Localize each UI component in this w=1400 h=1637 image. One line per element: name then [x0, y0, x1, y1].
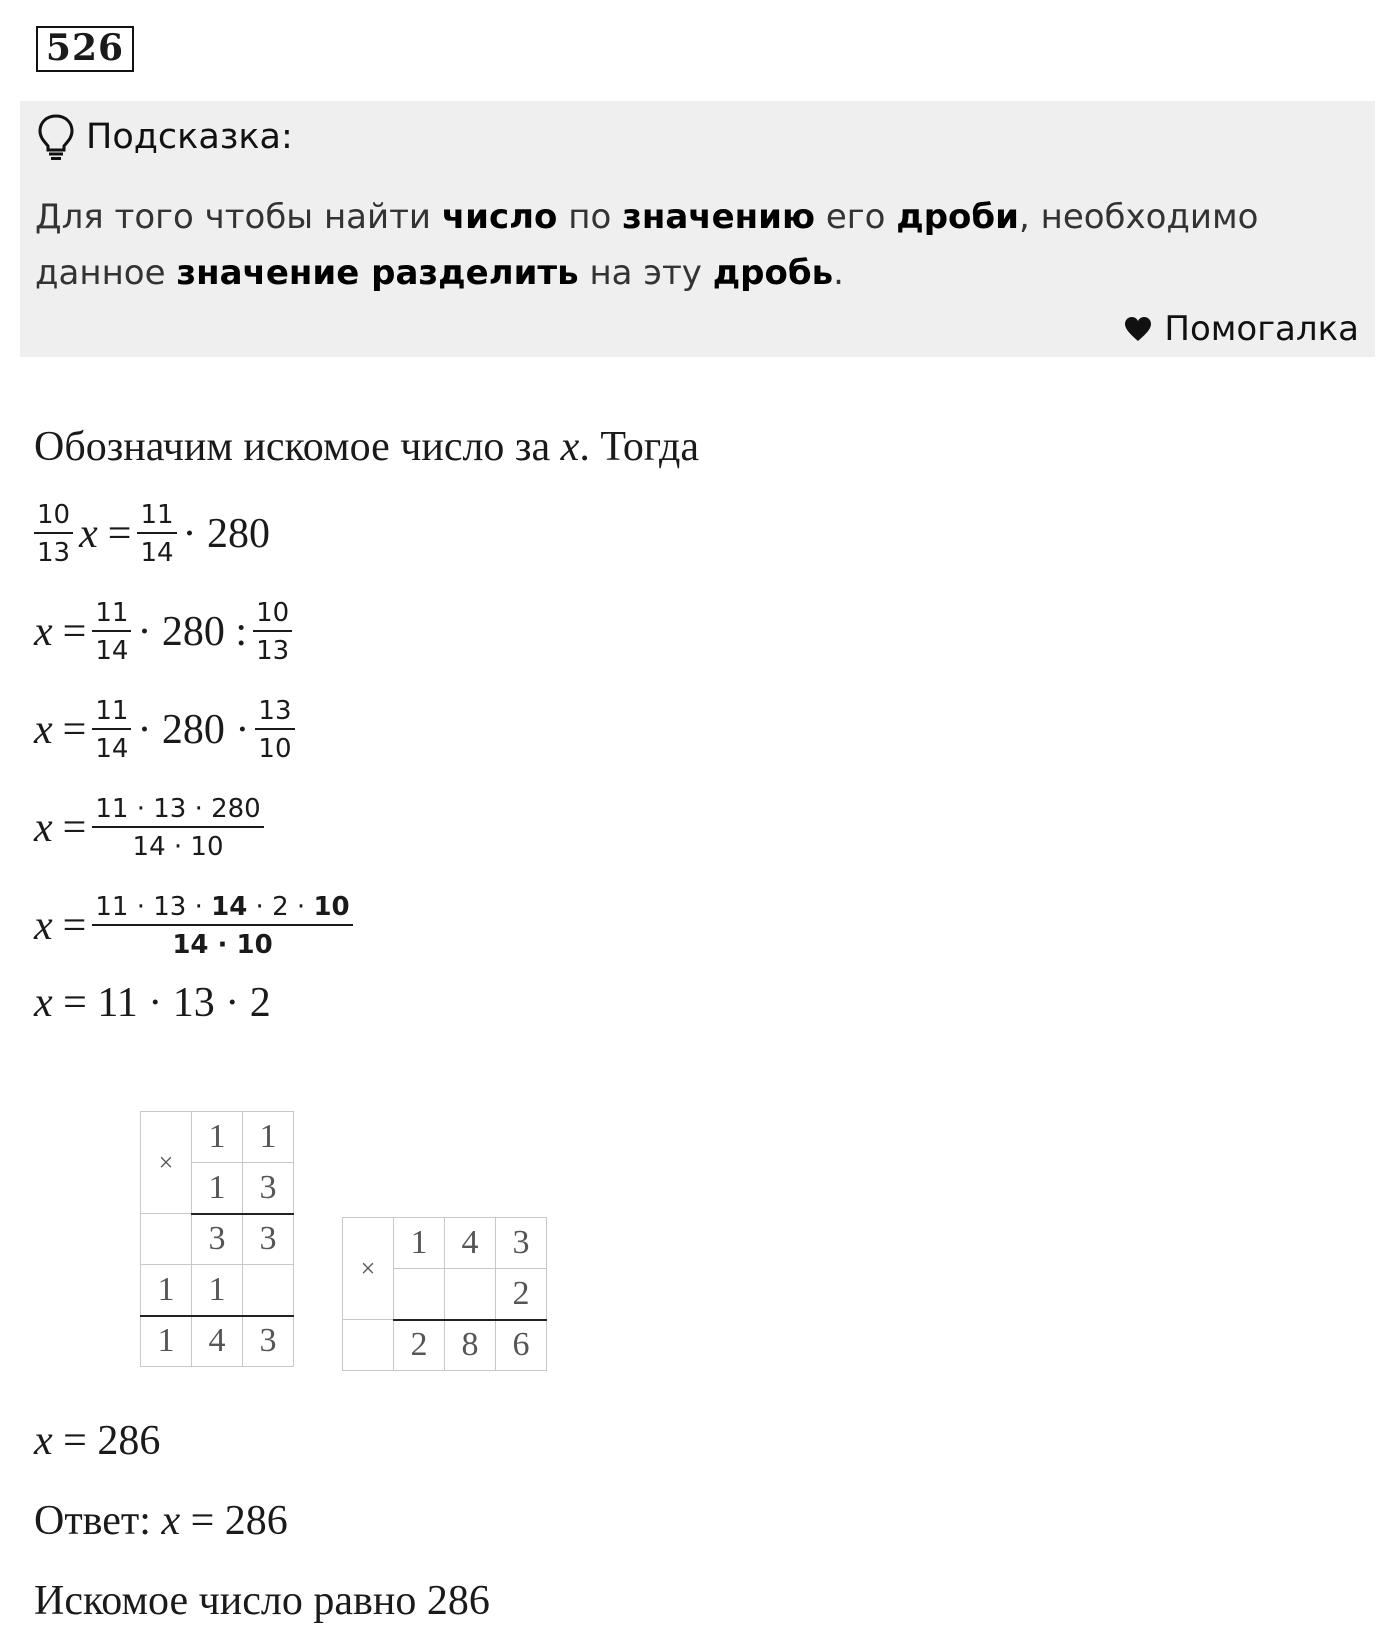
digit-cell: 4: [192, 1316, 243, 1367]
column-multiplication-1: [140, 1111, 294, 1367]
digit-cell: 6: [496, 1320, 547, 1371]
digit-cell: [445, 1269, 496, 1320]
variable-x: x: [34, 805, 53, 851]
hint-text-part: Для того чтобы найти: [35, 197, 442, 237]
brand-name: Помогалка: [1164, 309, 1359, 349]
intro-text: Обозначим искомое число за: [34, 424, 561, 470]
digit-cell: [141, 1214, 192, 1265]
fraction: [34, 500, 73, 568]
column-multiplication-2: [342, 1217, 547, 1371]
equation-tail: · 280: [182, 511, 271, 557]
denominator: 13: [37, 538, 71, 568]
equals-sign: =: [107, 511, 132, 557]
numerator-part: · 2 ·: [247, 892, 314, 922]
fraction: [92, 696, 131, 764]
multiply-sign: ×: [141, 1112, 192, 1214]
equation-5: [34, 892, 359, 960]
denominator: 14: [95, 734, 129, 764]
hint-text: [35, 189, 1355, 301]
equals-sign: =: [62, 609, 87, 655]
denominator: 14: [95, 636, 129, 666]
hint-title: Подсказка:: [86, 117, 293, 157]
digit-cell: 1: [141, 1265, 192, 1316]
table-row: [141, 1265, 294, 1316]
digit-cell: 1: [192, 1265, 243, 1316]
denominator: 10: [258, 734, 292, 764]
digit-cell: 3: [192, 1214, 243, 1265]
variable-x: x: [560, 424, 580, 470]
fraction: [92, 892, 352, 960]
variable-x: x: [34, 707, 53, 753]
equation-mid: · 280 ·: [137, 707, 250, 753]
equation-3: [34, 696, 301, 764]
hint-text-part: по: [557, 197, 623, 237]
hint-keyword: число: [441, 197, 558, 237]
answer-label: Ответ:: [34, 1498, 162, 1544]
table-row: [141, 1112, 294, 1163]
numerator: 10: [34, 500, 73, 534]
hint-keyword: значение разделить: [176, 253, 579, 293]
numerator: 11 · 13 · 280: [92, 794, 263, 828]
denominator: 14 · 10: [132, 832, 224, 862]
table-row: [141, 1316, 294, 1367]
final-sentence: [34, 1576, 490, 1626]
equation-rest: = 11 · 13 · 2: [63, 980, 271, 1026]
task-number: 526: [36, 26, 134, 72]
equals-sign: =: [62, 707, 87, 753]
result-line: [34, 1416, 160, 1466]
variable-x: x: [161, 1498, 181, 1544]
lightbulb-icon: [36, 113, 76, 161]
digit-cell: 3: [496, 1218, 547, 1269]
intro-tail: . Тогда: [579, 424, 699, 470]
answer-line: [34, 1496, 288, 1546]
digit-cell: 1: [141, 1316, 192, 1367]
hint-header: [36, 113, 293, 161]
numerator: [92, 892, 352, 926]
digit-cell: 1: [192, 1112, 243, 1163]
digit-cell: 1: [394, 1218, 445, 1269]
digit-cell: 4: [445, 1218, 496, 1269]
equals-sign: =: [62, 903, 87, 949]
digit-cell: [243, 1265, 294, 1316]
numerator: 11: [92, 696, 131, 730]
variable-x: x: [34, 903, 53, 949]
fraction: [92, 598, 131, 666]
result-value: = 286: [63, 1418, 161, 1464]
table-row: [141, 1214, 294, 1265]
cancelled-factor: 14 · 10: [172, 930, 273, 960]
digit-cell: [343, 1320, 394, 1371]
fraction: [92, 794, 263, 862]
multiply-sign: ×: [343, 1218, 394, 1320]
equation-6: [34, 978, 271, 1028]
hint-text-part: на эту: [578, 253, 713, 293]
variable-x: x: [34, 980, 53, 1026]
digit-cell: 1: [243, 1112, 294, 1163]
hint-text-part: , необходимо данное: [35, 197, 1259, 293]
digit-cell: 3: [243, 1316, 294, 1367]
numerator: 11: [92, 598, 131, 632]
digit-cell: 3: [243, 1214, 294, 1265]
numerator: 10: [253, 598, 292, 632]
fraction: [253, 598, 292, 666]
table-row: [343, 1320, 547, 1371]
digit-cell: 2: [496, 1269, 547, 1320]
variable-x: x: [34, 1418, 53, 1464]
digit-cell: [394, 1269, 445, 1320]
cancelled-factor: 14: [211, 892, 248, 922]
denominator: [169, 926, 275, 960]
fraction: [137, 500, 176, 568]
final-text: Искомое число равно 286: [34, 1578, 490, 1624]
hint-text-part: .: [833, 253, 844, 293]
digit-cell: 1: [192, 1163, 243, 1214]
numerator: 11: [137, 500, 176, 534]
digit-cell: 3: [243, 1163, 294, 1214]
hint-keyword: дроби: [896, 197, 1019, 237]
equals-sign: =: [62, 805, 87, 851]
equation-mid: · 280 :: [137, 609, 248, 655]
hint-keyword: значению: [622, 197, 816, 237]
digit-cell: 8: [445, 1320, 496, 1371]
denominator: 13: [256, 636, 290, 666]
cancelled-factor: 10: [313, 892, 350, 922]
brand-label[interactable]: [1124, 306, 1359, 352]
hint-box: [20, 101, 1375, 357]
equation-1: [34, 500, 270, 568]
denominator: 14: [140, 538, 174, 568]
digit-cell: 2: [394, 1320, 445, 1371]
solution-intro: [34, 422, 699, 472]
numerator: 13: [255, 696, 294, 730]
equation-2: [34, 598, 298, 666]
fraction: [255, 696, 294, 764]
hint-keyword: дробь: [712, 253, 834, 293]
table-row: [343, 1218, 547, 1269]
answer-value: = 286: [190, 1498, 288, 1544]
variable-x: x: [79, 511, 98, 557]
hint-text-part: его: [815, 197, 897, 237]
heart-icon: [1124, 316, 1152, 342]
equation-4: [34, 794, 270, 862]
numerator-part: 11 · 13 ·: [95, 892, 212, 922]
variable-x: x: [34, 609, 53, 655]
